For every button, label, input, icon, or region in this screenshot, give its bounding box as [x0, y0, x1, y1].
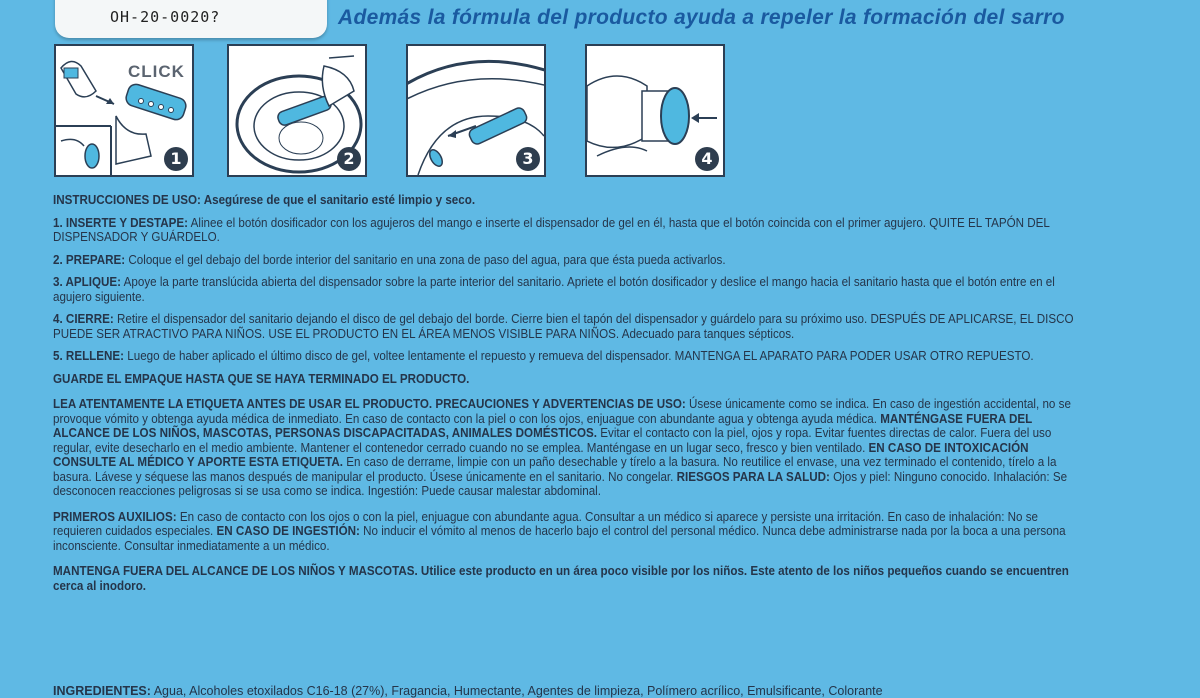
precautions-paragraph: LEA ATENTAMENTE LA ETIQUETA ANTES DE USAR EL PRODUCTO. PRECAUCIONES Y ADVERTENCIAS DE USO: Úsese únicamente como se indica. En caso de ingestión accidental, no se provoque vómito y obtenga ayuda médica de inmediato. En caso de contacto con la piel o con los ojos, enjuague con abundante agua y obtenga ayuda médica. MANTÉNGASE FUERA DEL ALCANCE DE LOS NIÑOS, MASCOTAS, PERSONAS DISCAPACITADAS, ANIMALES DOMÉSTICOS. Evitar el contacto con la piel, ojos y ropa. Evitar fuentes directas de calor. Fuera del uso regular, evite desecharlo en el medio ambiente. Mantener el contenedor cerrado cuando no se emplea. Manténgase en un lugar seco, fresco y bien ventilado. EN CASO DE INTOXICACIÓN CONSULTE AL MÉDICO Y APORTE ESTA ETIQUETA. En caso de derrame, limpie con un paño desechable y tírelo a la basura. No reutilice el envase, una vez terminado el contenido, tírelo a la basura. Lávese y séquese las manos después de manipular el producto. Úsese únicamente en el sanitario. No congelar. RIESGOS PARA LA SALUD: Ojos y piel: Ninguno conocido. Inhalación: Se desconocen reacciones peligrosas si se usa como se indica. Ingestión: Puede causar malestar abdominal. — [53, 397, 1071, 498]
instructions-heading: INSTRUCCIONES DE USO: Asegúrese de que el sanitario esté limpio y seco. — [53, 193, 476, 207]
headline: Además la fórmula del producto ayuda a repeler la formación del sarro — [338, 6, 1065, 29]
step-2-illustration — [227, 44, 367, 177]
instruction-step-2: 2. PREPARE: Coloque el gel debajo del borde interior del sanitario en una zona de paso del agua, para que ésta pueda activarlos. — [53, 252, 726, 267]
step-3-illustration — [406, 44, 546, 177]
step-number-badge: 2 — [337, 147, 361, 171]
ingredients-line: INGREDIENTES: Agua, Alcoholes etoxilados C16-18 (27%), Fragancia, Humectante, Agentes de limpieza, Polímero acrílico, Emulsificante, Colorante — [53, 684, 883, 698]
step-4-illustration — [585, 44, 725, 177]
step-1-illustration — [54, 44, 194, 177]
instruction-step-1: 1. INSERTE Y DESTAPE: Alinee el botón dosificador con los agujeros del mango e inserte el dispensador de gel en él, hasta que el botón coincida con el primer agujero. QUITE EL TAPÓN DEL DISPENSADOR Y GUÁRDELO. — [53, 215, 1050, 244]
step-number-badge: 1 — [164, 147, 188, 171]
label-text-body — [53, 193, 1087, 593]
instruction-step-5: 5. RELLENE: Luego de haber aplicado el último disco de gel, voltee lentamente el repuesto y remueva del dispensador. MANTENGA EL APARATO PARA PODER USAR OTRO REPUESTO. — [53, 349, 1034, 363]
keep-away-paragraph: MANTENGA FUERA DEL ALCANCE DE LOS NIÑOS Y MASCOTAS. Utilice este producto en un área poco visible por los niños. Este atento de los niños pequeños cuando se encuentren cerca al inodoro. — [53, 564, 1069, 593]
registration-sticker — [55, 0, 327, 38]
keep-package-notice: GUARDE EL EMPAQUE HASTA QUE SE HAYA TERMINADO EL PRODUCTO. — [53, 371, 470, 386]
step-number-badge: 3 — [516, 147, 540, 171]
instruction-step-4: 4. CIERRE: Retire el dispensador del sanitario dejando el disco de gel debajo del borde. Cierre bien el tapón del dispensador y guárdelo para su próximo uso. DESPUÉS DE APLICARSE, EL DISCO PUEDE SER ATRACTIVO PARA NIÑOS. USE EL PRODUCTO EN EL ÁREA MENOS VISIBLE PARA NIÑOS. Adecuado para tanques sépticos. — [53, 312, 1074, 341]
instruction-step-3: 3. APLIQUE: Apoye la parte translúcida abierta del dispensador sobre la parte interior del sanitario. Apriete el botón dosificador y deslice el mango hacia el sanitario hasta que el botón entre en el agujero siguiente. — [53, 275, 1055, 304]
first-aid-paragraph: PRIMEROS AUXILIOS: En caso de contacto con los ojos o con la piel, enjuague con abundante agua. Consultar a un médico si aparece y persiste una irritación. En caso de inhalación: No se requieren cuidados especiales. EN CASO DE INGESTIÓN: No inducir el vómito al menos de hacerlo bajo el control del personal médico. Nunca debe administrarse nada por la boca a una persona inconsciente. Consultar inmediatamente a un médico. — [53, 509, 1066, 553]
registration-number: OH-20-0020? — [110, 8, 221, 26]
step-number-badge: 4 — [695, 147, 719, 171]
click-label: CLICK — [128, 62, 185, 81]
